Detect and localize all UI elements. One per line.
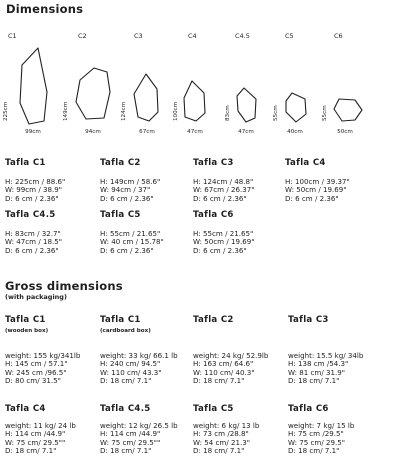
height-label-c45: 83cm [225, 105, 231, 121]
spec-title: Tafla C4.5 [5, 210, 56, 220]
gross-title-item: Tafla C4 [5, 404, 46, 414]
gross-subtitle: (with packaging) [5, 293, 67, 301]
gross-note [193, 328, 268, 336]
width-label-c5: 40cm [287, 129, 303, 135]
gross-weight: weight: 24 kg/ 52.9lb [193, 351, 269, 360]
spec-depth: D: 6 cm / 2.36" [100, 245, 154, 255]
gross-depth: D: 18 cm/ 7.1" [100, 446, 152, 456]
gross-depth: D: 18 cm/ 7.1" [288, 446, 340, 456]
width-label-c4: 47cm [187, 129, 203, 135]
spec-width: W: 40 cm / 15.78" [100, 237, 164, 247]
gross-height: H: 138 cm /54.3" [288, 359, 349, 369]
shape-c3 [134, 74, 158, 121]
gross-height: H: 73 cm /28.8" [193, 429, 249, 439]
shape-label-c3: C3 [134, 32, 143, 40]
shape-label-c2: C2 [78, 32, 87, 40]
gross-depth: D: 80 cm/ 31.5" [5, 376, 61, 386]
spec-c1 [5, 158, 65, 203]
gross-height: H: 163 cm/ 64.6" [193, 359, 254, 369]
shape-c6 [334, 99, 362, 121]
spec-width: W: 47cm / 18.5" [5, 237, 63, 247]
spec-title: Tafla C1 [5, 158, 46, 168]
gross-c1-wooden [5, 315, 80, 386]
gross-depth: D: 18 cm/ 7.1" [5, 446, 57, 456]
spec-width: W: 94cm / 37" [100, 185, 151, 195]
gross-c3 [288, 315, 363, 386]
shape-c2 [76, 68, 110, 119]
shape-label-c5: C5 [285, 32, 294, 40]
spec-title: Tafla C6 [193, 210, 234, 220]
spec-height: H: 100cm / 39.37" [285, 177, 350, 186]
spec-depth: D: 6 cm / 2.36" [5, 245, 59, 255]
gross-width: W: 54 cm/ 21.3" [193, 437, 251, 447]
width-label-c6: 50cm [337, 129, 353, 135]
height-label-c2: 149cm [63, 101, 69, 121]
shape-label-c45: C4.5 [235, 32, 250, 40]
height-label-c5: 55cm [273, 105, 279, 121]
gross-height: H: 75 cm /29.5" [288, 429, 344, 439]
gross-width: W: 75 cm/ 29.5" [288, 437, 346, 447]
spec-height: H: 83cm / 32.7" [5, 229, 61, 238]
gross-weight: weight: 12 kg/ 26.5 lb [100, 421, 178, 430]
spec-height: H: 149cm / 58.6" [100, 177, 161, 186]
shape-c5 [286, 93, 306, 122]
gross-height: H: 114 cm /44.9" [5, 429, 66, 439]
gross-height: H: 240 cm/ 94.5" [100, 359, 161, 369]
gross-height: H: 114 cm /44.9" [100, 429, 161, 439]
height-label-c3: 124cm [121, 101, 127, 121]
gross-weight: weight: 11 kg/ 24 lb [5, 421, 76, 430]
gross-title-item: Tafla C2 [193, 315, 234, 325]
gross-c5 [193, 404, 259, 456]
gross-note: (wooden box) [5, 328, 49, 334]
gross-depth: D: 18 cm/ 7.1" [193, 376, 245, 386]
spec-width: W: 67cm / 26.37" [193, 185, 255, 195]
spec-depth: D: 6 cm / 2.36" [5, 193, 59, 203]
spec-title: Tafla C3 [193, 158, 234, 168]
gross-c45 [100, 404, 178, 456]
spec-c2 [100, 158, 160, 203]
shape-c4 [184, 81, 205, 121]
height-label-c1: 225cm [3, 101, 9, 121]
gross-width: W: 245 cm /96.5" [5, 367, 67, 377]
height-label-c6: 55cm [322, 105, 328, 121]
gross-height: H: 145 cm / 57.1" [5, 359, 68, 369]
gross-width: W: 110 cm/ 43.3" [100, 367, 162, 377]
gross-title-item: Tafla C3 [288, 315, 329, 325]
spec-title: Tafla C2 [100, 158, 141, 168]
spec-height: H: 225cm / 88.6" [5, 177, 66, 186]
gross-weight: weight: 155 kg/341lb [5, 351, 81, 360]
gross-weight: weight: 33 kg/ 66.1 lb [100, 351, 178, 360]
width-label-c2: 94cm [85, 129, 101, 135]
gross-c4 [5, 404, 76, 456]
spec-height: H: 124cm / 48.8" [193, 177, 254, 186]
gross-depth: D: 18 cm/ 7.1" [193, 446, 245, 456]
gross-c6 [288, 404, 354, 456]
gross-width: W: 75 cm/ 29.5"" [5, 437, 66, 447]
spec-depth: D: 6 cm / 2.36" [193, 193, 247, 203]
gross-title-item: Tafla C5 [193, 404, 234, 414]
gross-depth: D: 18 cm/ 7.1" [100, 376, 152, 386]
spec-width: W: 50cm / 19.69" [285, 185, 347, 195]
spec-height: H: 55cm / 21.65" [100, 229, 161, 238]
gross-note [288, 328, 363, 336]
spec-height: H: 55cm / 21.65" [193, 229, 254, 238]
shape-c45 [237, 88, 256, 122]
dimensions-title: Dimensions [6, 2, 84, 16]
gross-width: W: 81 cm/ 31.9" [288, 367, 346, 377]
gross-width: W: 75 cm/ 29.5"" [100, 437, 161, 447]
shape-label-c6: C6 [334, 32, 343, 40]
spec-depth: D: 6 cm / 2.36" [193, 245, 247, 255]
shape-c1 [20, 48, 47, 124]
gross-width: W: 110 cm/ 40.3" [193, 367, 255, 377]
spec-title: Tafla C4 [285, 158, 326, 168]
shape-label-c1: C1 [8, 32, 17, 40]
spec-width: W: 50cm / 19.69" [193, 237, 255, 247]
width-label-c3: 67cm [139, 129, 155, 135]
width-label-c1: 99cm [25, 129, 41, 135]
spec-c5 [100, 210, 164, 255]
spec-c4 [285, 158, 350, 203]
gross-title-item: Tafla C6 [288, 404, 329, 414]
width-label-c45: 47cm [238, 129, 254, 135]
spec-c6 [193, 210, 255, 255]
spec-title: Tafla C5 [100, 210, 141, 220]
gross-c2 [193, 315, 268, 386]
spec-depth: D: 6 cm / 2.36" [100, 193, 154, 203]
gross-weight: weight: 15.5 kg/ 34lb [288, 351, 364, 360]
gross-weight: weight: 7 kg/ 15 lb [288, 421, 355, 430]
gross-depth: D: 18 cm/ 7.1" [288, 376, 340, 386]
shape-label-c4: C4 [188, 32, 197, 40]
spec-depth: D: 6 cm / 2.36" [285, 193, 339, 203]
gross-title-item: Tafla C4.5 [100, 404, 151, 414]
spec-c45 [5, 210, 62, 255]
gross-note: (cardboard box) [100, 328, 151, 334]
gross-weight: weight: 6 kg/ 13 lb [193, 421, 260, 430]
gross-title: Gross dimensions [5, 279, 123, 293]
spec-width: W: 99cm / 38.9" [5, 185, 63, 195]
gross-c1-cardboard [100, 315, 178, 386]
spec-c3 [193, 158, 255, 203]
gross-title-item: Tafla C1 [100, 315, 141, 325]
gross-title-item: Tafla C1 [5, 315, 46, 325]
height-label-c4: 100cm [173, 101, 179, 121]
